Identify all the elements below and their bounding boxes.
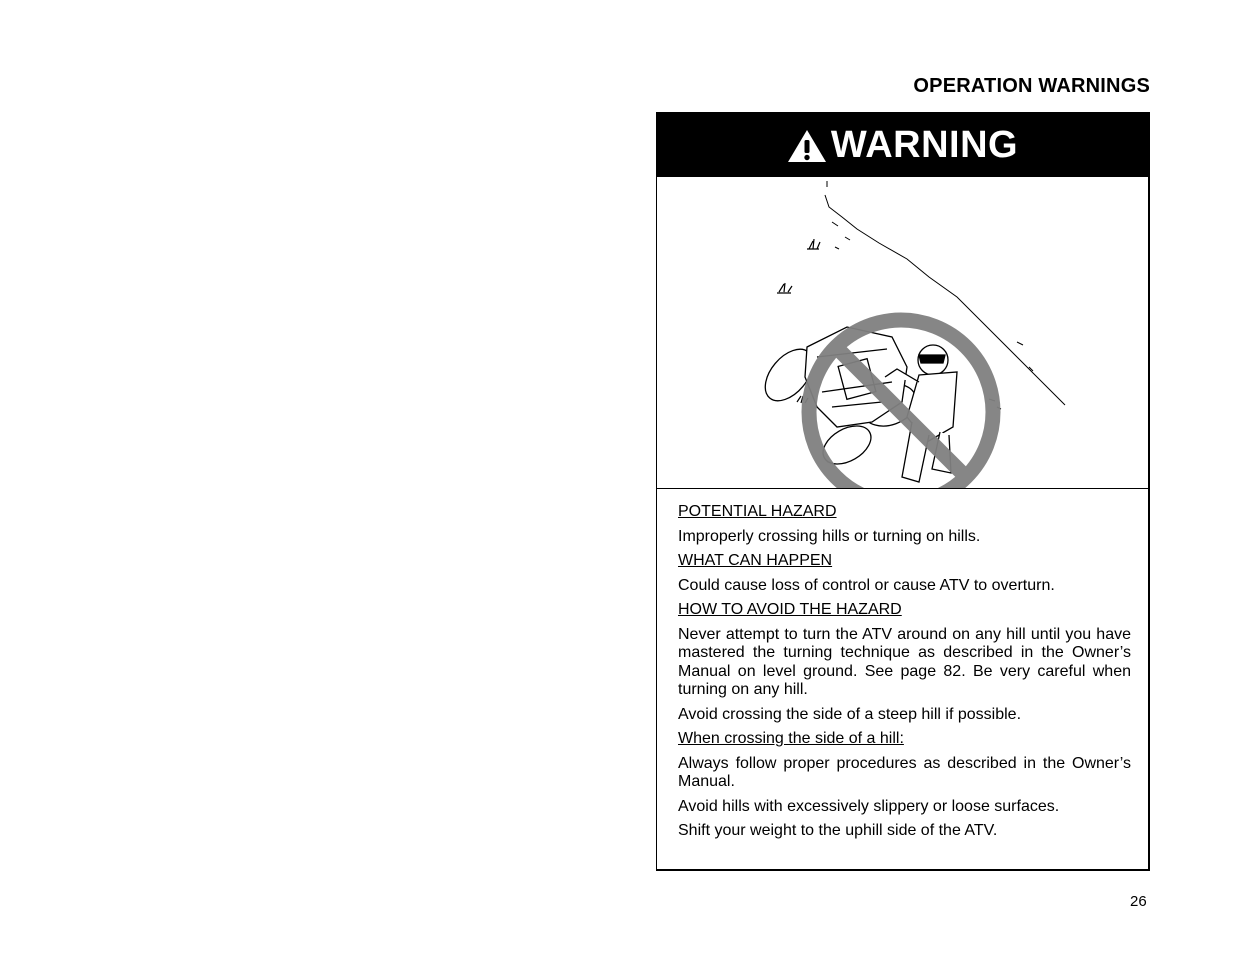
- crossing-hill-paragraph: Avoid hills with excessively slippery or loose surfaces.: [678, 797, 1060, 815]
- what-can-happen-heading: WHAT CAN HAPPEN: [678, 552, 833, 569]
- how-to-avoid-paragraph: Never attempt to turn the ATV around on any hill until you have mastered the turning technique as described in the Owner’s Manual on level ground. See page 82. Be very careful when turning on any hill.: [678, 625, 1131, 698]
- warning-title: WARNING: [830, 123, 1019, 166]
- hazard-illustration: [657, 177, 1148, 489]
- crossing-hill-paragraph: Always follow proper procedures as described in the Owner’s Manual.: [678, 754, 1131, 790]
- warning-box: [656, 112, 1150, 871]
- how-to-avoid-paragraph: Avoid crossing the side of a steep hill if possible.: [678, 705, 1022, 723]
- warning-text: [657, 489, 1148, 841]
- page-number: 26: [1130, 893, 1147, 910]
- crossing-hill-paragraph: Shift your weight to the uphill side of the ATV.: [678, 822, 998, 839]
- how-to-avoid-heading: HOW TO AVOID THE HAZARD: [678, 601, 902, 618]
- crossing-hill-heading: When crossing the side of a hill:: [678, 730, 904, 747]
- section-title: OPERATION WARNINGS: [913, 75, 1150, 97]
- warning-header: [657, 113, 1148, 177]
- what-can-happen-text: Could cause loss of control or cause ATV to overturn.: [678, 576, 1055, 594]
- potential-hazard-heading: POTENTIAL HAZARD: [678, 503, 837, 520]
- potential-hazard-text: Improperly crossing hills or turning on hills.: [678, 527, 981, 545]
- atv-overturning-on-hill-prohibited-icon: [657, 177, 1148, 488]
- warning-triangle-icon: [787, 129, 827, 163]
